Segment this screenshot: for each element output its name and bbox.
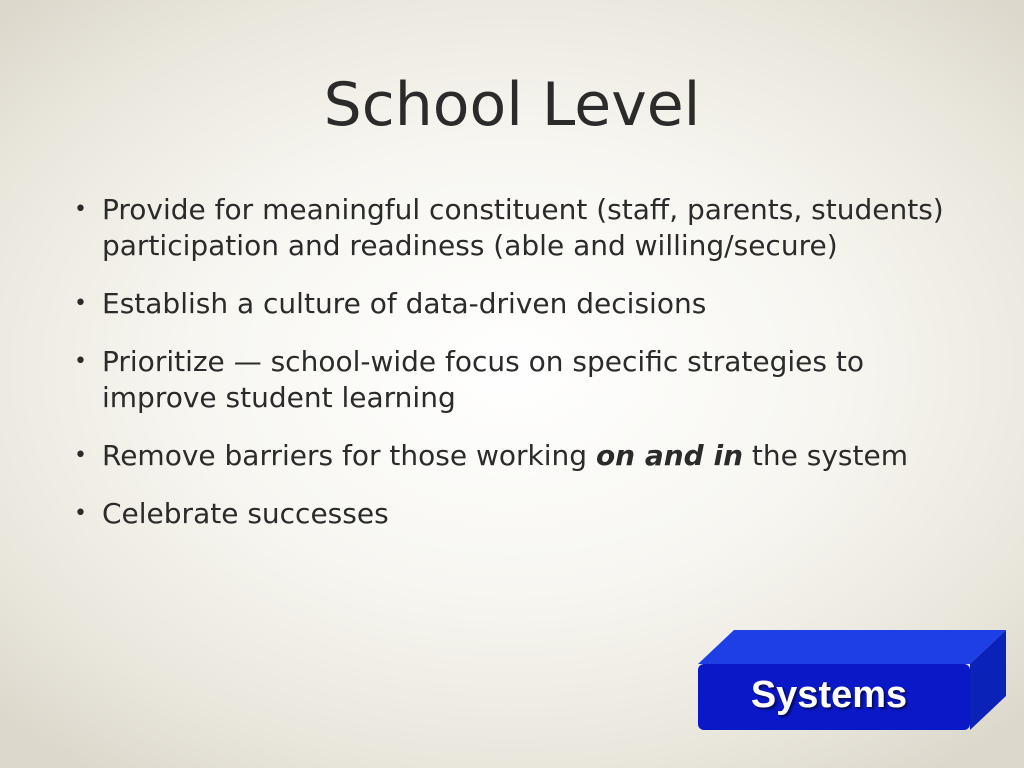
bullet-item xyxy=(70,192,950,264)
bullet-text: Provide for meaningful constituent (staff, parents, students) participation and readiness (able and willing/secure) xyxy=(102,193,944,262)
bullet-item xyxy=(70,286,950,322)
bullet-text: Establish a culture of data-driven decisions xyxy=(102,287,707,320)
bullet-marker: • xyxy=(74,197,87,222)
bullet-marker: • xyxy=(74,349,87,374)
bullet-item xyxy=(70,496,950,532)
systems-badge xyxy=(694,628,1006,732)
badge-top-face xyxy=(698,630,1006,664)
bullet-list xyxy=(70,192,950,554)
bullet-item xyxy=(70,438,950,474)
bullet-item xyxy=(70,344,950,416)
slide-title: School Level xyxy=(323,70,701,140)
bullet-text: Celebrate successes xyxy=(102,497,389,530)
bullet-marker: • xyxy=(74,501,87,526)
systems-badge-label: Systems xyxy=(750,674,908,716)
bullet-marker: • xyxy=(74,443,87,468)
bullet-marker: • xyxy=(74,291,87,316)
bullet-text: Prioritize — school-wide focus on specific strategies to improve student learning xyxy=(102,345,864,414)
bullet-text-before: Remove barriers for those working xyxy=(102,439,596,472)
bullet-text-after: the system xyxy=(743,439,908,472)
bullet-text-emphasis: on and in xyxy=(595,439,744,472)
